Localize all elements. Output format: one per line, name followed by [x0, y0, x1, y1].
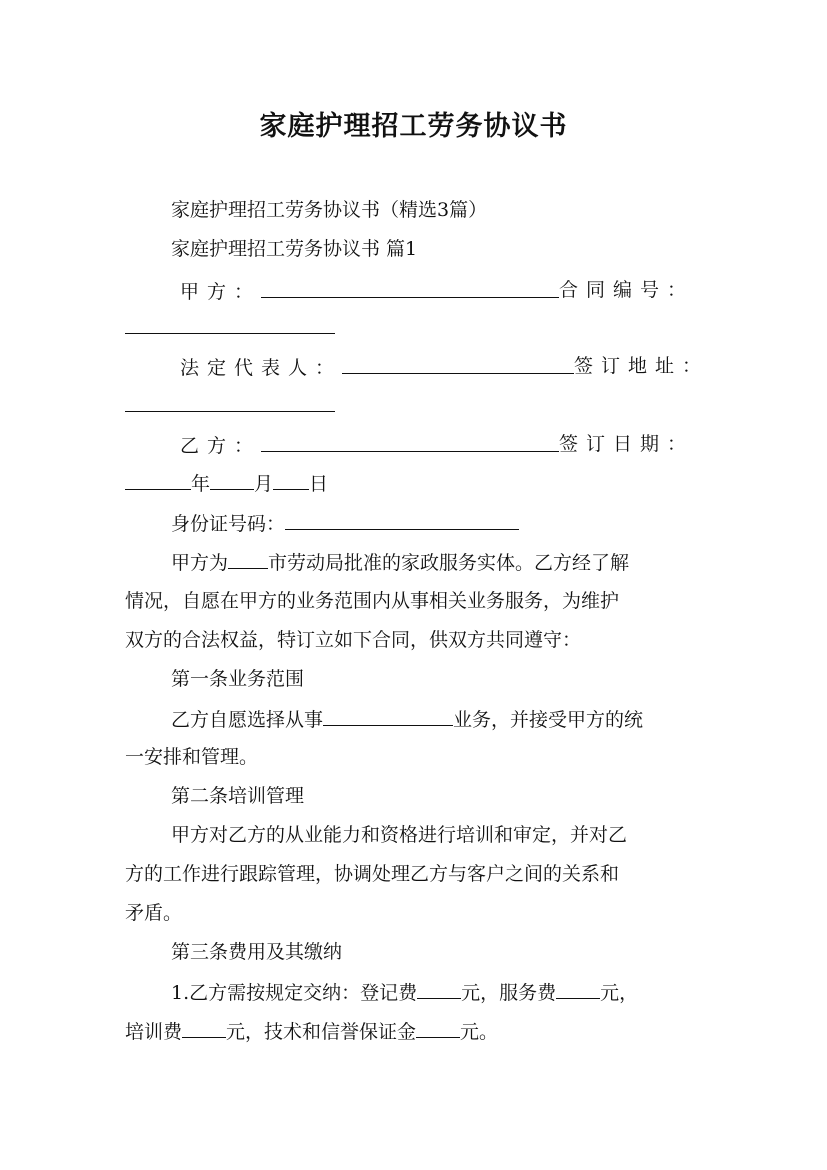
intro-line-3: 双方的合法权益，特订立如下合同，供双方共同遵守：	[125, 629, 582, 651]
date-row	[125, 470, 328, 496]
article-1-text-a: 乙方自愿选择从事	[171, 709, 324, 731]
id-row	[171, 510, 519, 536]
article-2-line-1: 甲方对乙方的从业能力和资格进行培训和审定，并对乙	[171, 824, 628, 846]
party-b-blank	[261, 432, 559, 452]
id-blank	[285, 510, 519, 530]
party-b-row	[180, 432, 695, 458]
article-3-text-a: 1.乙方需按规定交纳：登记费	[171, 982, 418, 1004]
business-blank	[323, 706, 453, 726]
contract-no-row	[125, 314, 335, 340]
deposit-blank	[416, 1018, 460, 1038]
intro-line-1	[171, 549, 629, 575]
article-1-text-b: 业务，并接受甲方的统	[453, 709, 644, 731]
city-blank	[228, 549, 268, 569]
intro-line-2: 情况，自愿在甲方的业务范围内从事相关业务服务，为维护	[125, 590, 620, 612]
intro-text-b: 市劳动局批准的家政服务实体。乙方经了解	[268, 552, 630, 574]
document-title: 家庭护理招工劳务协议书	[259, 111, 568, 142]
article-3-text-c: 元，	[600, 982, 639, 1004]
sign-date-label: 签订日期：	[559, 433, 695, 455]
article-3-text-f: 元。	[460, 1021, 499, 1043]
training-fee-blank	[182, 1018, 226, 1038]
intro-text-a: 甲方为	[171, 552, 229, 574]
article-3-heading: 第三条费用及其缴纳	[171, 941, 343, 963]
contract-no-blank	[125, 314, 335, 334]
id-label: 身份证号码：	[171, 513, 286, 535]
party-a-label: 甲方：	[180, 281, 262, 303]
article-2-heading: 第二条培训管理	[171, 785, 305, 807]
legal-rep-blank	[342, 354, 574, 374]
year-label: 年	[191, 473, 211, 495]
day-label: 日	[309, 473, 329, 495]
part-heading: 家庭护理招工劳务协议书 篇1	[171, 238, 418, 260]
registration-fee-blank	[417, 979, 461, 999]
article-1-line-1	[171, 706, 643, 732]
year-blank	[125, 470, 191, 490]
article-1-heading: 第一条业务范围	[171, 668, 305, 690]
service-fee-blank	[556, 979, 600, 999]
article-3-text-b: 元，服务费	[461, 982, 557, 1004]
legal-rep-label: 法定代表人：	[180, 357, 343, 379]
day-blank	[273, 470, 309, 490]
sign-place-label: 签订地址：	[574, 355, 710, 377]
article-3-text-e: 元，技术和信誉保证金	[226, 1021, 417, 1043]
month-label: 月	[254, 473, 274, 495]
document-subtitle: 家庭护理招工劳务协议书（精选3篇）	[171, 199, 488, 221]
party-a-row	[180, 278, 695, 304]
article-1-line-2: 一安排和管理。	[125, 746, 259, 768]
party-a-blank	[261, 278, 559, 298]
sign-place-blank	[125, 392, 335, 412]
article-2-line-3: 矛盾。	[125, 902, 183, 924]
legal-rep-row	[180, 354, 710, 380]
party-b-label: 乙方：	[180, 435, 262, 457]
article-3-line-1	[171, 979, 638, 1005]
contract-no-label: 合同编号：	[559, 279, 695, 301]
article-3-line-2	[125, 1018, 498, 1044]
month-blank	[210, 470, 254, 490]
article-2-line-2: 方的工作进行跟踪管理，协调处理乙方与客户之间的关系和	[125, 863, 620, 885]
sign-place-row	[125, 392, 335, 418]
article-3-text-d: 培训费	[125, 1021, 183, 1043]
